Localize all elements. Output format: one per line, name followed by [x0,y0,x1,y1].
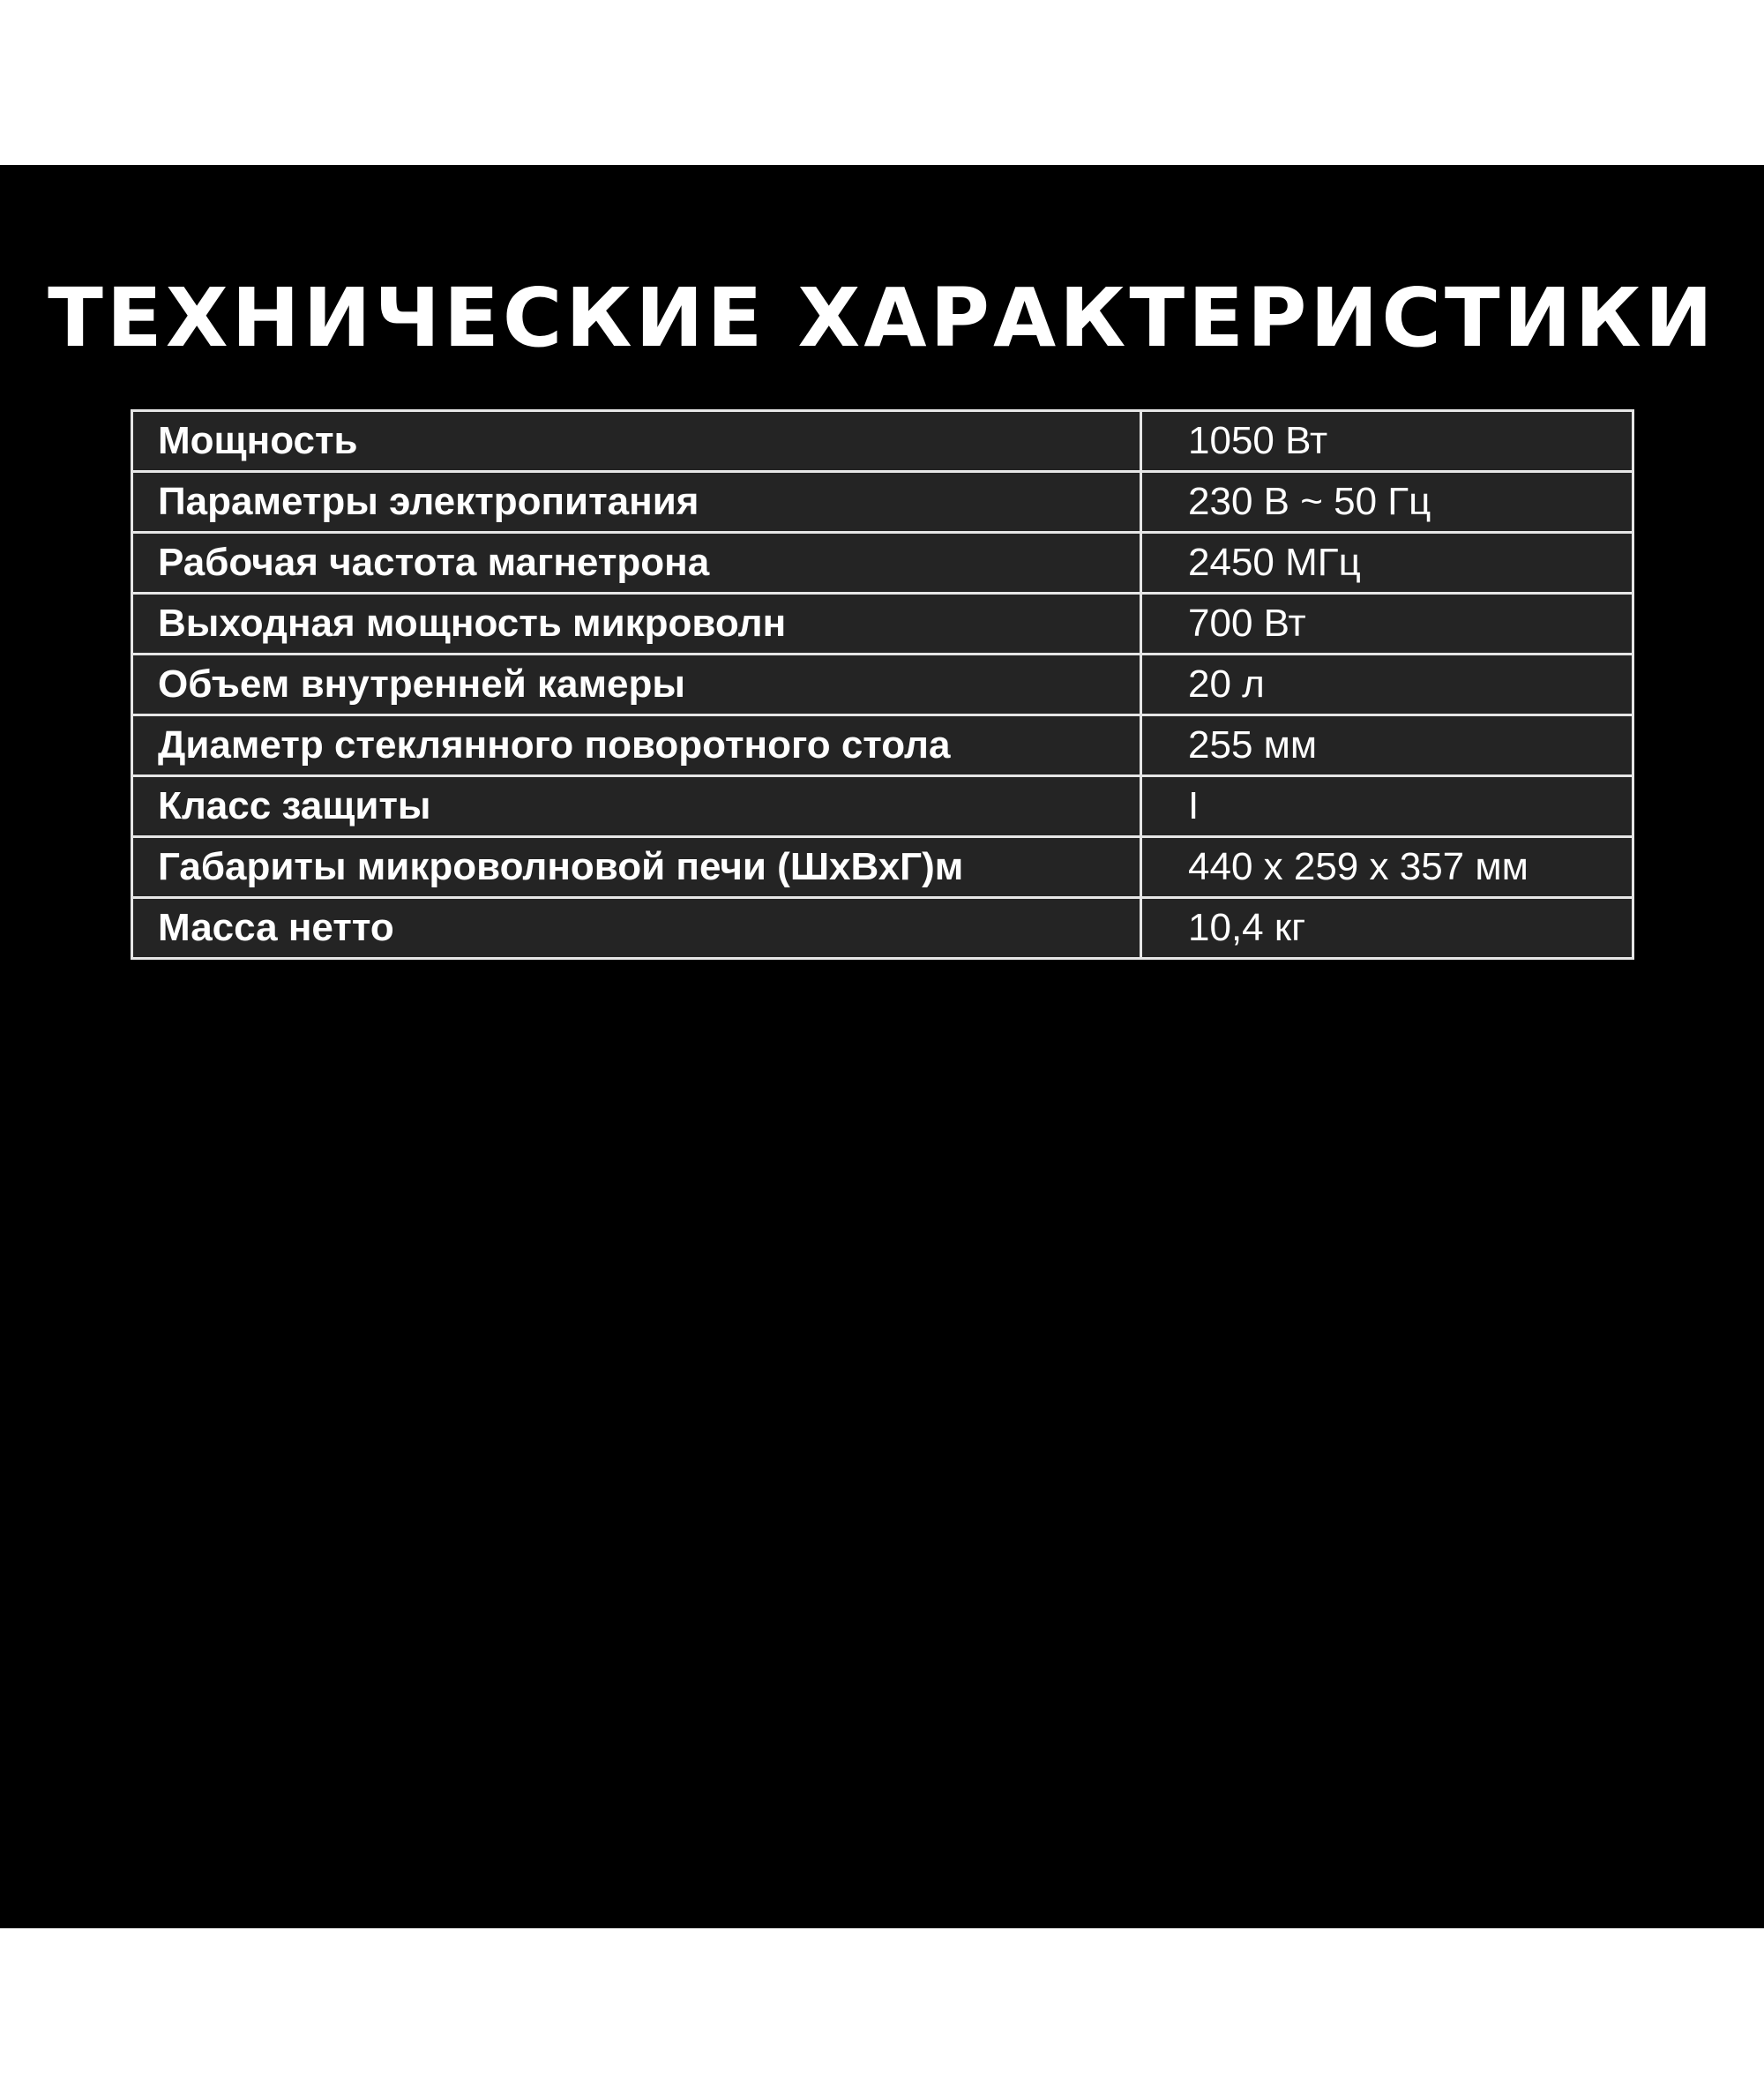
page-title: ТЕХНИЧЕСКИЕ ХАРАКТЕРИСТИКИ [48,271,1716,365]
param-name: Мощность [132,411,1141,472]
param-value: 20 л [1141,655,1633,715]
table-row [132,594,1633,655]
param-value: 440 х 259 х 357 мм [1141,837,1633,898]
table-row [132,715,1633,776]
table-row [132,472,1633,533]
param-name: Выходная мощность микроволн [132,594,1141,655]
table-row [132,411,1633,472]
param-name: Масса нетто [132,898,1141,959]
param-value: 1050 Вт [1141,411,1633,472]
param-name: Габариты микроволновой печи (ШхВхГ)м [132,837,1141,898]
spec-panel [0,165,1764,1928]
table-row [132,776,1633,837]
param-name: Класс защиты [132,776,1141,837]
param-name: Параметры электропитания [132,472,1141,533]
param-name: Рабочая частота магнетрона [132,533,1141,594]
param-name: Объем внутренней камеры [132,655,1141,715]
param-value: 10,4 кг [1141,898,1633,959]
table-row [132,898,1633,959]
param-value: 230 В ~ 50 Гц [1141,472,1633,533]
param-value: 2450 МГц [1141,533,1633,594]
specs-table [131,409,1634,960]
param-value: 255 мм [1141,715,1633,776]
param-value: I [1141,776,1633,837]
param-value: 700 Вт [1141,594,1633,655]
table-row [132,837,1633,898]
table-row [132,655,1633,715]
table-row [132,533,1633,594]
param-name: Диаметр стеклянного поворотного стола [132,715,1141,776]
